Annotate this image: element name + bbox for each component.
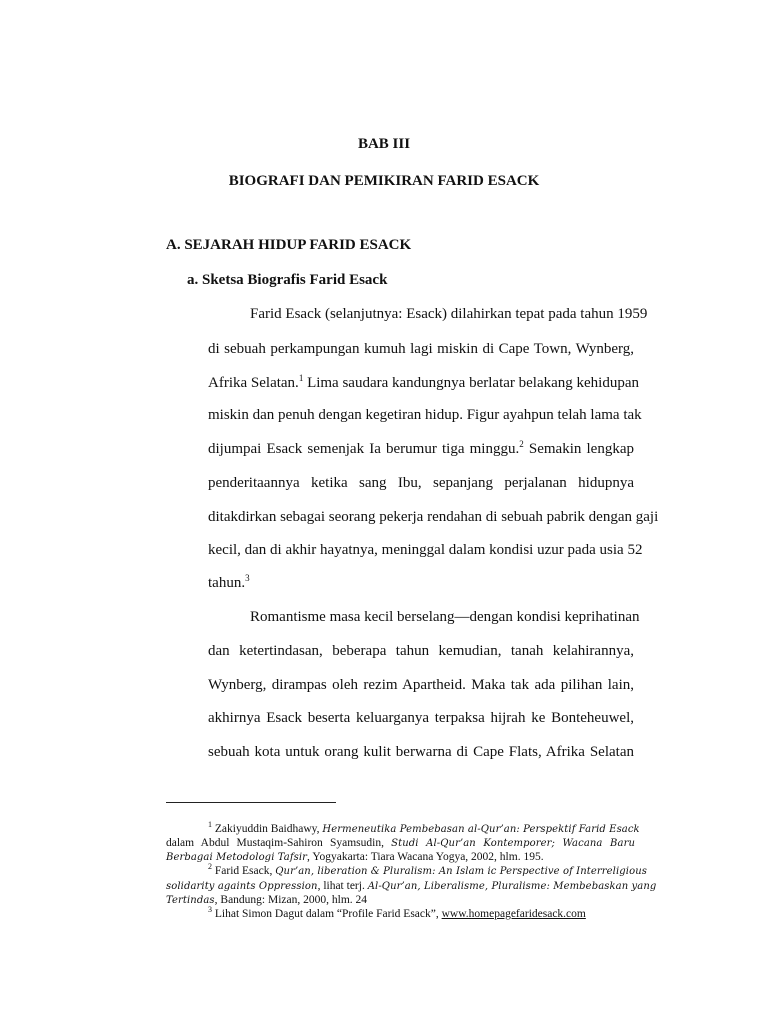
- body-line: dijumpai Esack semenjak Ia berumur tiga minggu.$^2$ Semakin lengkap: [208, 439, 634, 457]
- chapter-title: BIOGRAFI DAN PEMIKIRAN FARID ESACK: [228, 173, 540, 189]
- body-line: sebuah kota untuk orang kulit berwarna di Cape Flats, Afrika Selatan: [208, 744, 634, 760]
- body-line: di sebuah perkampungan kumuh lagi miskin di Cape Town, Wynberg,: [208, 341, 634, 357]
- footnote-ref[interactable]: 3: [245, 573, 250, 583]
- homepage-link[interactable]: www.homepagefaridesack.com: [441, 908, 586, 920]
- footnote-2-cont: solidarity againts Oppression, lihat terj. Al-Qur’an, Liberalisme, Pluralisme: Membebaskan yang: [166, 880, 657, 892]
- body-line: miskin dan penuh dengan kegetiran hidup. Figur ayahpun telah lama tak: [208, 407, 642, 423]
- body-line: Romantisme masa kecil berselang—dengan kondisi keprihatinan: [250, 609, 640, 625]
- footnote-1-cont: dalam Abdul Mustaqim-Sahiron Syamsudin, Studi Al-Qur’an Kontemporer; Wacana Baru: [166, 837, 635, 849]
- footnote-2: $^2$ Farid Esack, Qur’an, liberation & Pluralism: An Islam ic Perspective of Interreligious: [208, 862, 647, 877]
- body-line: Wynberg, dirampas oleh rezim Apartheid. Maka tak ada pilihan lain,: [208, 677, 634, 693]
- body-line: ditakdirkan sebagai seorang pekerja rendahan di sebuah pabrik dengan gaji: [208, 509, 659, 525]
- footnote-2-cont: Tertindas, Bandung: Mizan, 2000, hlm. 24: [166, 894, 368, 906]
- footnote-1-cont: Berbagai Metodologi Tafsir, Yogyakarta: Tiara Wacana Yogya, 2002, hlm. 195.: [166, 851, 544, 863]
- footnote-1: $^1$ Zakiyuddin Baidhawy, Hermeneutika Pembebasan al-Qur’an: Perspektif Farid Esack: [208, 820, 640, 835]
- body-line: dan ketertindasan, beberapa tahun kemudian, tanah kelahirannya,: [208, 643, 634, 659]
- body-line: akhirnya Esack beserta keluarganya terpaksa hijrah ke Bonteheuwel,: [208, 710, 634, 726]
- footnote-3: $^3$ Lihat Simon Dagut dalam “Profile Farid Esack”, www.homepagefaridesack.com: [208, 905, 586, 920]
- chapter-label: BAB III: [357, 136, 411, 152]
- body-line: tahun.$^3$: [208, 573, 250, 591]
- subsection-heading: a. Sketsa Biografis Farid Esack: [187, 272, 388, 288]
- body-line: penderitaannya ketika sang Ibu, sepanjang perjalanan hidupnya: [208, 475, 634, 491]
- body-line: kecil, dan di akhir hayatnya, meninggal dalam kondisi uzur pada usia 52: [208, 542, 643, 558]
- footnote-ref[interactable]: 1: [298, 373, 304, 383]
- section-heading: A. SEJARAH HIDUP FARID ESACK: [166, 237, 412, 253]
- footnote-separator: [166, 802, 336, 803]
- footnote-ref[interactable]: 2: [519, 439, 524, 449]
- body-line: Afrika Selatan.$^1$ Lima saudara kandungnya berlatar belakang kehidupan: [208, 373, 640, 391]
- body-line: Farid Esack (selanjutnya: Esack) dilahirkan tepat pada tahun 1959: [250, 306, 648, 322]
